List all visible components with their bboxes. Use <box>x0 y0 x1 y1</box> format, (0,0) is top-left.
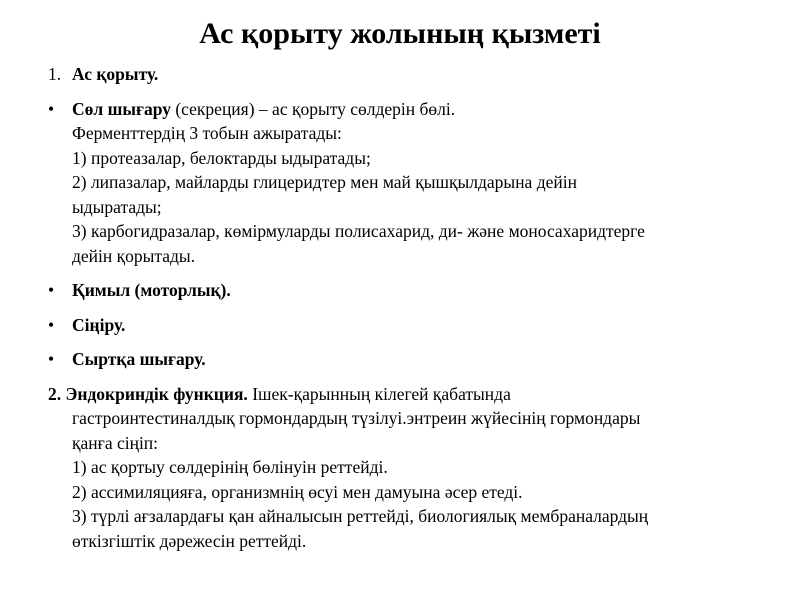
secretion-first-line <box>72 97 748 122</box>
secretion-line: Ферменттердің 3 тобын ажыратады: <box>72 123 342 143</box>
list-item-excretion <box>48 347 748 372</box>
secretion-heading-rest: (секреция) – ас қорыту сөлдерін бөлі. <box>170 98 456 119</box>
list-item-text: Қимыл (моторлық). <box>72 280 231 300</box>
endocrine-heading-rest: Ішек-қарынның кілегей қабатында <box>247 383 511 404</box>
secretion-line: 2) липазалар, майларды глицеридтер мен май қышқылдарына дейін <box>72 172 577 192</box>
endocrine-line: өткізгіштік дәрежесін реттейді. <box>72 530 307 551</box>
list-item-digestion <box>48 62 748 87</box>
secretion-heading: Сөл шығару <box>72 98 171 119</box>
secretion-line: 3) карбогидразалар, көмірмуларды полисахарид, ди- және моносахаридтерге <box>72 221 645 241</box>
endocrine-line: қанға сіңіп: <box>72 432 159 453</box>
endocrine-line: 1) ас қортыу сөлдерінің бөлінуін реттейді. <box>72 457 388 477</box>
bullet-icon: • <box>48 98 55 119</box>
bullet-icon: • <box>48 280 55 300</box>
endocrine-line: гастроинтестиналдық гормондардың түзілуі.энтреин жүйесінің гормондары <box>72 408 641 428</box>
bullet-icon: • <box>48 349 55 369</box>
endocrine-line: 2) ассимиляцияға, организмнің өсуі мен дамуына әсер етеді. <box>72 481 523 502</box>
list-item-absorption <box>48 313 748 338</box>
list-item-secretion <box>48 97 748 269</box>
slide-content <box>48 62 748 553</box>
list-item-text: Сіңіру. <box>72 314 126 335</box>
list-item-text: Ас қорыту. <box>72 64 159 84</box>
endocrine-heading: 2. Эндокриндік функция. <box>48 383 248 404</box>
secretion-line: дейін қорытады. <box>72 245 196 266</box>
list-item-endocrine <box>48 382 748 554</box>
endocrine-line: 3) түрлі ағзалардағы қан айналысын реттейді, биологиялық мембраналардың <box>72 506 649 526</box>
list-item-motility <box>48 278 748 303</box>
bullet-icon: • <box>48 314 55 335</box>
endocrine-first-line <box>48 382 748 407</box>
list-item-text: Сыртқа шығару. <box>72 349 206 369</box>
slide-title: Ас қорыту жолының қызметі <box>199 17 601 50</box>
list-number: 1. <box>48 64 62 84</box>
secretion-line: 1) протеазалар, белоктарды ыдыратады; <box>72 147 371 168</box>
secretion-line: ыдыратады; <box>72 196 162 217</box>
